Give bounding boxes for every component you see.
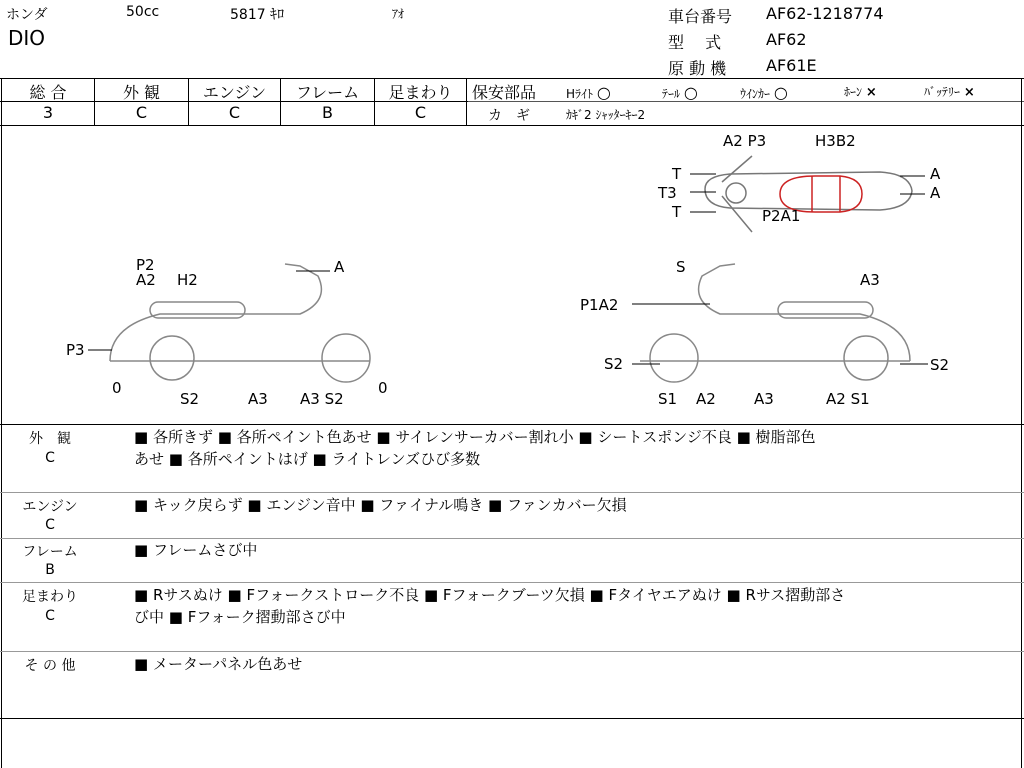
diagram-label: A [930, 165, 941, 183]
remark-grade-frame: B [45, 562, 55, 578]
diagram-label: A2 P3 [723, 132, 767, 150]
diagram-label: A3 [754, 390, 774, 408]
remark-grade-engine: C [45, 517, 55, 533]
diagram-label: A2 [696, 390, 716, 408]
color: ｱｵ [392, 7, 405, 21]
remark-grade-suspension: C [45, 608, 55, 624]
safety-item-tail: ﾃｰﾙ ○ [662, 83, 698, 102]
diagram-label: S2 [180, 390, 200, 408]
remark-label-exterior: 外 観 [29, 431, 71, 447]
safety-item-battery: ﾊﾞｯﾃﾘｰ × [924, 85, 975, 100]
diagram-label: S [676, 258, 686, 276]
engine-grade: C [228, 103, 241, 122]
diagram-label: A3 [248, 390, 268, 408]
diagram-label: H2 [177, 271, 198, 289]
frame-grade: B [322, 103, 333, 122]
diagram-label: A [930, 184, 941, 202]
model-name: DIO [8, 26, 46, 50]
displacement: 50cc [126, 4, 160, 20]
remark-text-engine: ■ キック戻らず ■ エンジン音中 ■ ファイナル鳴き ■ ファンカバー欠損 [134, 496, 627, 514]
engine-grade-label: エンジン [202, 83, 267, 102]
diagram-label: A [334, 258, 345, 276]
scooter-top-view [705, 156, 912, 232]
diagram-label: P1A2 [580, 296, 619, 314]
diagram-label: A2 S1 [826, 390, 870, 408]
frame-grade-label: フレーム [295, 83, 360, 102]
diagram-label: T [672, 165, 682, 183]
overall-label: 総 合 [29, 83, 67, 102]
key-value: ｶｷﾞ2 ｼｬｯﾀｰｷｰ2 [566, 108, 646, 122]
remark-label-frame: フレーム [22, 544, 78, 560]
diagram-label: 0 [378, 379, 388, 397]
diagram-label: H3B2 [815, 132, 856, 150]
frame-no: AF62-1218774 [766, 4, 884, 23]
suspension-grade-label: 足まわり [388, 83, 453, 102]
remark-text-suspension: ■ Rサスぬけ ■ Fフォークストローク不良 ■ Fフォークブーツ欠損 ■ Fタイヤエアぬけ ■ Rサス摺動部さ び中 ■ Fフォーク摺動部さび中 [134, 586, 846, 626]
key-label: カ ギ [488, 108, 530, 124]
mileage: 5817 ｷﾛ [230, 7, 285, 23]
type-value: AF62 [766, 30, 807, 49]
suspension-grade: C [414, 103, 427, 122]
remark-text-exterior: ■ 各所きず ■ 各所ペイント色あせ ■ サイレンサーカバー割れ小 ■ シートスポンジ不良 ■ 樹脂部色 あせ ■ 各所ペイントはげ ■ ライトレンズひび多数 [134, 428, 816, 468]
remark-label-engine: エンジン [22, 499, 78, 515]
engine-value: AF61E [766, 56, 817, 75]
diagram-label: A3 [860, 271, 880, 289]
diagram-label: S2 [604, 355, 624, 373]
maker: ホンダ [6, 7, 48, 23]
safety-item-winker: ｳｲﾝｶｰ ○ [740, 83, 788, 102]
diagram-label: A3 S2 [300, 390, 344, 408]
remark-text-frame: ■ フレームさび中 [134, 541, 258, 559]
exterior-grade: C [135, 103, 148, 122]
diagram-label: S1 [658, 390, 678, 408]
overall-grade: 3 [42, 103, 54, 122]
diagram-label: P3 [66, 341, 85, 359]
diagram-label: A2 [136, 271, 156, 289]
diagram-label: T [672, 203, 682, 221]
engine-label: 原 動 機 [668, 59, 727, 78]
remark-label-suspension: 足まわり [22, 589, 78, 605]
safety-item-horn: ﾎｰﾝ × [844, 85, 877, 100]
label-leader-lines [88, 174, 928, 364]
diagram-label: T3 [658, 184, 677, 202]
exterior-label: 外 観 [122, 83, 161, 102]
remark-label-other: そ の 他 [24, 658, 76, 674]
type-label: 型 式 [668, 33, 722, 52]
remark-grade-exterior: C [45, 450, 55, 466]
diagram-label: P2A1 [762, 207, 801, 225]
safety-item-headlight: Hﾗｲﾄ ○ [566, 83, 611, 102]
diagram-label: P2 [136, 256, 155, 274]
remark-text-other: ■ メーターパネル色あせ [134, 655, 303, 673]
diagram-label: 0 [112, 379, 122, 397]
diagram-label: S2 [930, 356, 950, 374]
safety-label: 保安部品 [472, 83, 537, 102]
frame-no-label: 車台番号 [668, 7, 733, 26]
